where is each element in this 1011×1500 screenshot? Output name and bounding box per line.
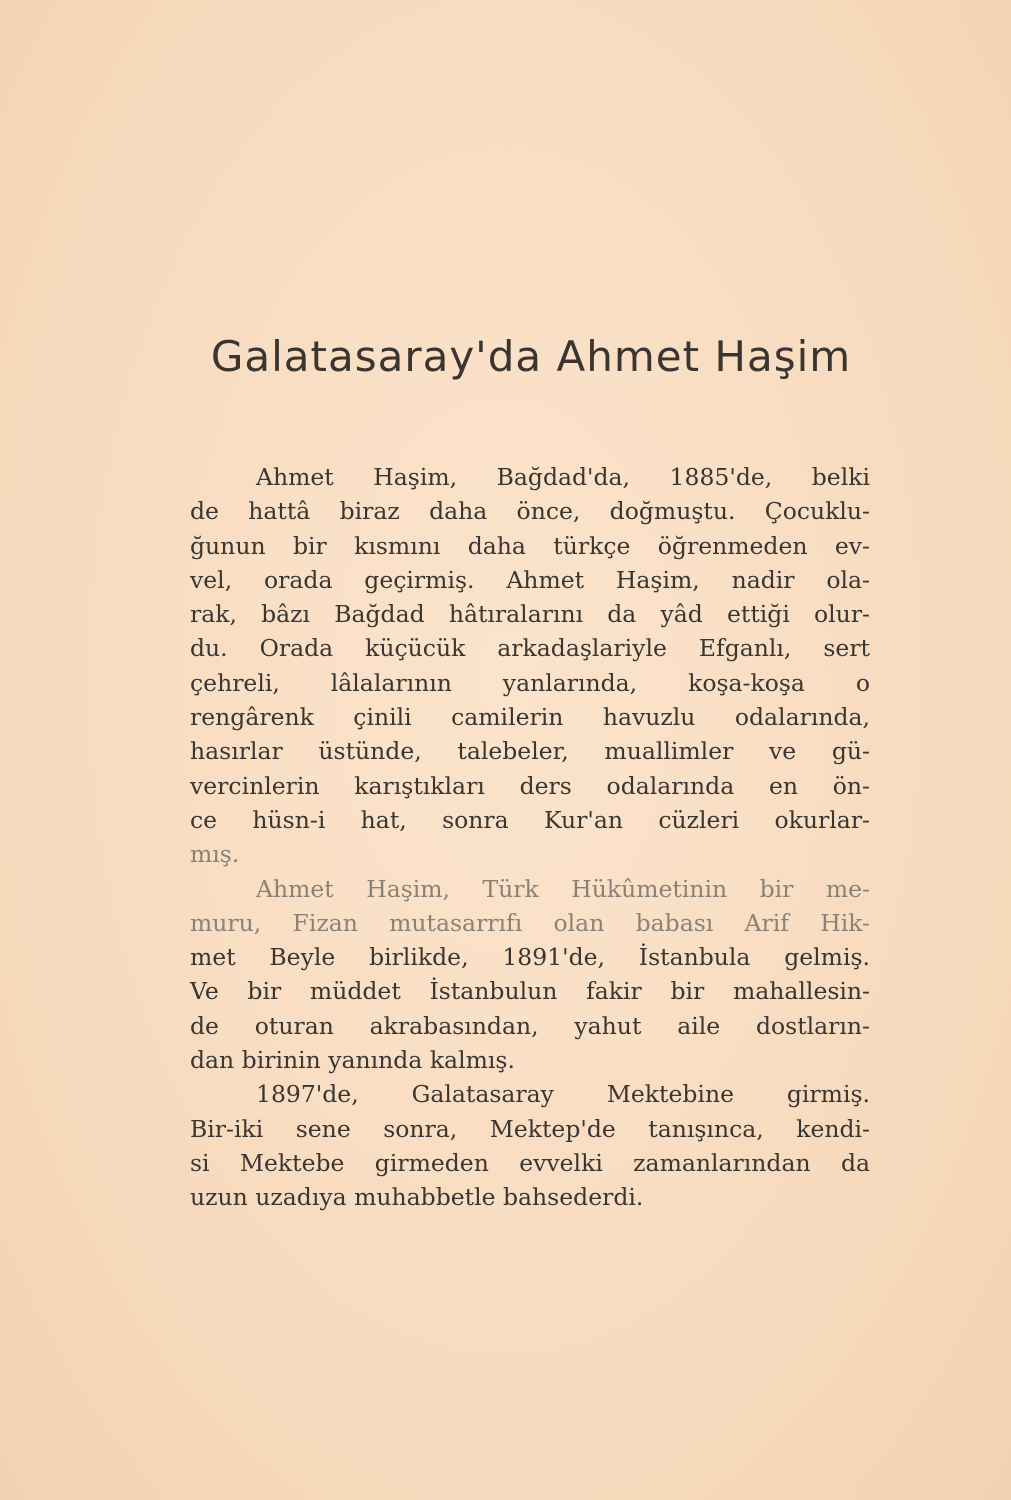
text-line: vel, orada geçirmiş. Ahmet Haşim, nadir ola- <box>190 565 870 594</box>
text-line: de oturan akrabasından, yahut aile dostların- <box>190 1011 870 1040</box>
text-line: çehreli, lâlalarının yanlarında, koşa-koşa o <box>190 668 870 697</box>
text-line: ce hüsn-i hat, sonra Kur'an cüzleri okurlar- <box>190 805 870 834</box>
text-line: dan birinin yanında kalmış. <box>190 1046 515 1075</box>
text-line: Bir-iki sene sonra, Mektep'de tanışınca, kendi- <box>190 1114 870 1143</box>
text-line: Ahmet Haşim, Bağdad'da, 1885'de, belki <box>256 463 870 491</box>
text-line: du. Orada küçücük arkadaşlariyle Efganlı, sert <box>190 634 870 663</box>
page-title: Galatasaray'da Ahmet Haşim <box>210 332 852 381</box>
text-line: ğunun bir kısmını daha türkçe öğrenmeden ev- <box>190 531 870 560</box>
text-line: met Beyle birlikde, 1891'de, İstanbula gelmiş. <box>190 943 870 972</box>
text-line: muru, Fizan mutasarrıfı olan babası Arif Hik- <box>190 908 870 937</box>
text-line: de hattâ biraz daha önce, doğmuştu. Çocuklu- <box>190 497 870 526</box>
text-line: si Mektebe girmeden evvelki zamanlarından da <box>190 1148 870 1177</box>
text-line: rengârenk çinili camilerin havuzlu odalarında, <box>190 703 870 732</box>
text-line: 1897'de, Galatasaray Mektebine girmiş. <box>256 1080 870 1109</box>
text-line: Ahmet Haşim, Türk Hükûmetinin bir me- <box>256 874 870 903</box>
text-line: vercinlerin karıştıkları ders odalarında en ön- <box>190 771 870 800</box>
text-line: uzun uzadıya muhabbetle bahsederdi. <box>190 1183 644 1212</box>
text-line: hasırlar üstünde, talebeler, muallimler ve gü- <box>190 737 870 766</box>
text-line: Ve bir müddet İstanbulun fakir bir mahallesin- <box>190 977 870 1006</box>
text-line: rak, bâzı Bağdad hâtıralarını da yâd ettiği olur- <box>190 600 870 629</box>
body-text <box>190 460 870 1215</box>
text-line: mış. <box>190 840 240 869</box>
